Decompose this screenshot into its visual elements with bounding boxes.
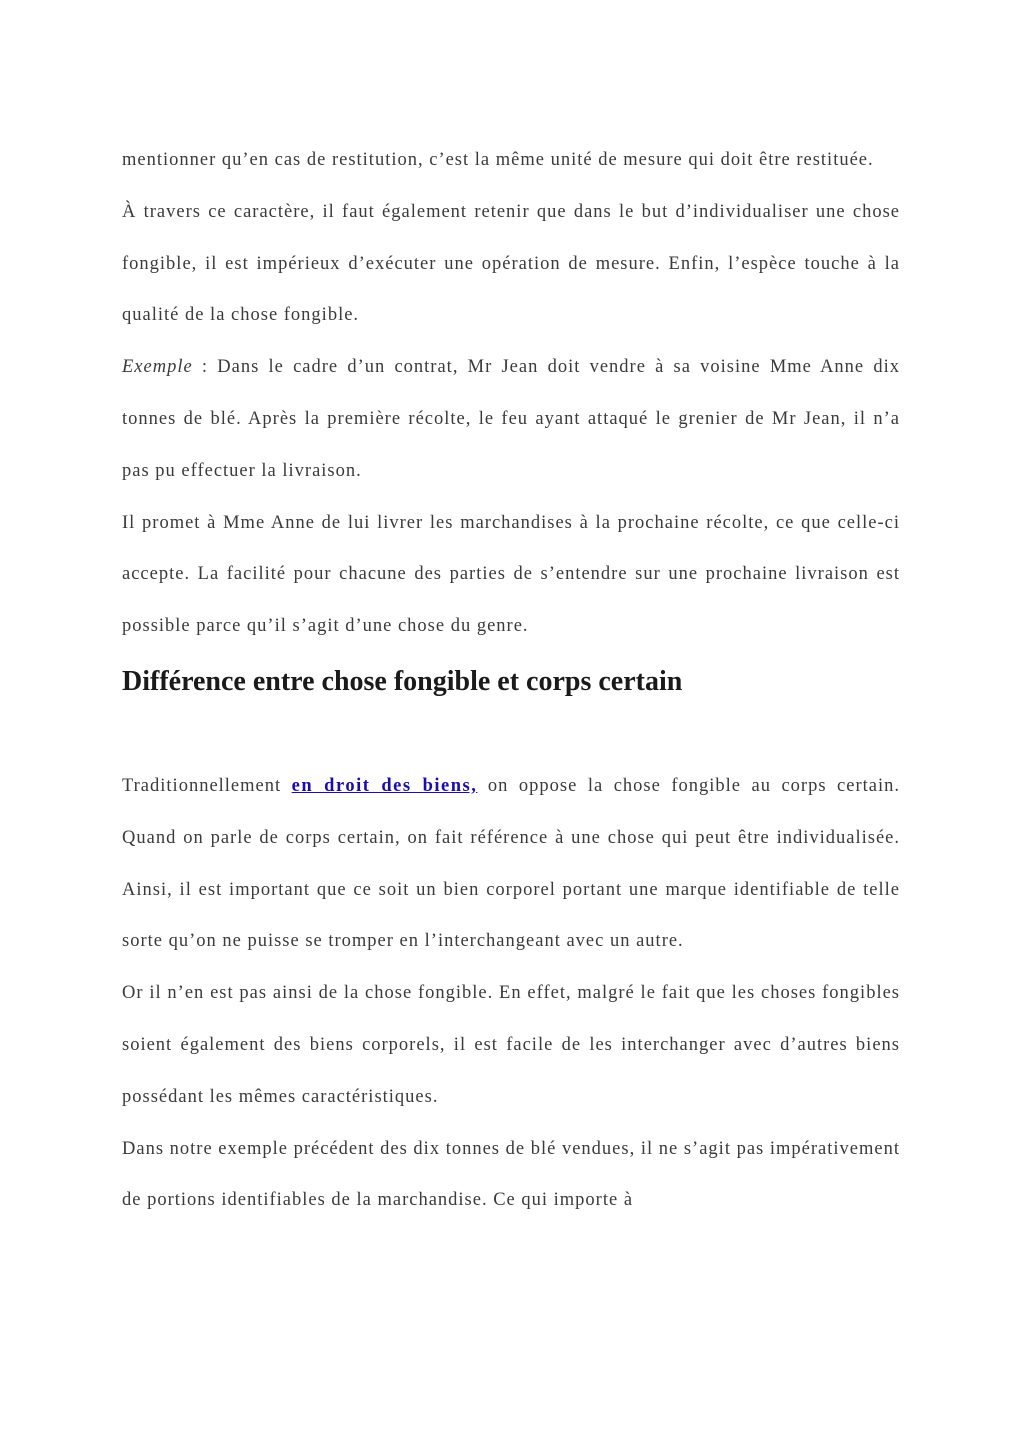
paragraph-notre-exemple: Dans notre exemple précédent des dix tonnes de blé vendues, il ne s’agit pas impérativement de portions identifiables de la marchandise. Ce qui importe à bbox=[122, 1138, 900, 1211]
paragraph-caractere: À travers ce caractère, il faut également retenir que dans le but d’individualiser une chose fongible, il est impérieux d’exécuter une opération de mesure. Enfin, l’espèce touche à la qualité de la chose fongible. bbox=[122, 201, 900, 326]
document-body bbox=[122, 135, 900, 1227]
example-separator: : bbox=[192, 357, 218, 378]
link-paragraph-before: Traditionnellement bbox=[122, 775, 292, 796]
paragraph-restitution: mentionner qu’en cas de restitution, c’est la même unité de mesure qui doit être restituée. bbox=[122, 150, 874, 170]
paragraph-traditionnellement bbox=[122, 761, 900, 968]
link-paragraph-after: on oppose la chose fongible au corps certain. Quand on parle de corps certain, on fait référence à une chose qui peut être individualisée. Ainsi, il est important que ce soit un bien corporel portant une marque identifiable de telle sorte qu’on ne puisse se tromper en l’interchangeant avec un autre. bbox=[122, 775, 900, 952]
paragraph-promesse: Il promet à Mme Anne de lui livrer les marchandises à la prochaine récolte, ce que celle-ci accepte. La facilité pour chacune des parties de s’entendre sur une prochaine livraison est possible parce qu’il s’agit d’une chose du genre. bbox=[122, 512, 900, 637]
example-text: Dans le cadre d’un contrat, Mr Jean doit vendre à sa voisine Mme Anne dix tonnes de blé. Après la première récolte, le feu ayant attaqué le grenier de Mr Jean, il n’a pas pu effectuer la livraison. bbox=[122, 357, 900, 481]
droit-des-biens-link[interactable]: en droit des biens, bbox=[291, 775, 478, 796]
paragraph-or-il: Or il n’en est pas ainsi de la chose fongible. En effet, malgré le fait que les choses fongibles soient également des biens corporels, il est facile de les interchanger avec d’autres biens possédant les mêmes caractéristiques. bbox=[122, 983, 900, 1107]
section-heading: Différence entre chose fongible et corps certain bbox=[122, 665, 683, 697]
paragraph-example bbox=[122, 342, 900, 497]
example-label: Exemple bbox=[122, 357, 193, 378]
